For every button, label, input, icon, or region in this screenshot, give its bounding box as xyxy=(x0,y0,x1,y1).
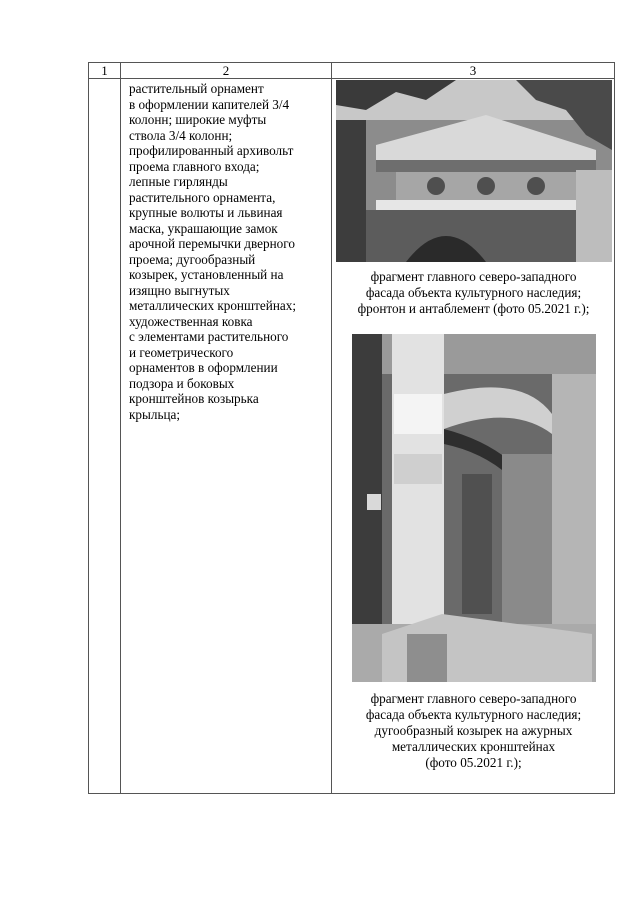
photo-1-caption: фрагмент главного северо-западного фасада объекта культурного наследия; фронтон и антаблемент (фото 05.2021 г.); xyxy=(357,269,590,316)
description-cell xyxy=(121,79,332,794)
header-col-2: 2 xyxy=(121,63,332,79)
heritage-table xyxy=(88,62,615,794)
row-number-cell xyxy=(89,79,121,794)
table-row xyxy=(89,79,615,794)
photo-cell xyxy=(332,79,615,794)
header-col-3: 3 xyxy=(332,63,615,79)
facade-canopy-photo xyxy=(352,334,596,682)
photo-2-caption: фрагмент главного северо-западного фасада объекта культурного наследия; дугообразный козырек на ажурных металлических кронштейнах (фото 05.2021 г.); xyxy=(365,691,582,770)
facade-pediment-photo xyxy=(336,80,612,262)
description-text: растительный орнамент в оформлении капителей 3/4 колонн; широкие муфты ствола 3/4 колонн; профилированный архивольт проема главного входа; лепные гирлянды растительного орнамента, крупные волюты и львиная маска, украшающие замок арочной перемычки дверного проема; дугообразный козырек, установленный на изящно выгнутых металлических кронштейнах; художественная ковка с элементами растительного и геометрического орнаментов в оформлении подзора и боковых кронштейнов козырька крыльца; xyxy=(129,81,296,422)
header-col-1: 1 xyxy=(89,63,121,79)
table-header-row xyxy=(89,63,615,79)
